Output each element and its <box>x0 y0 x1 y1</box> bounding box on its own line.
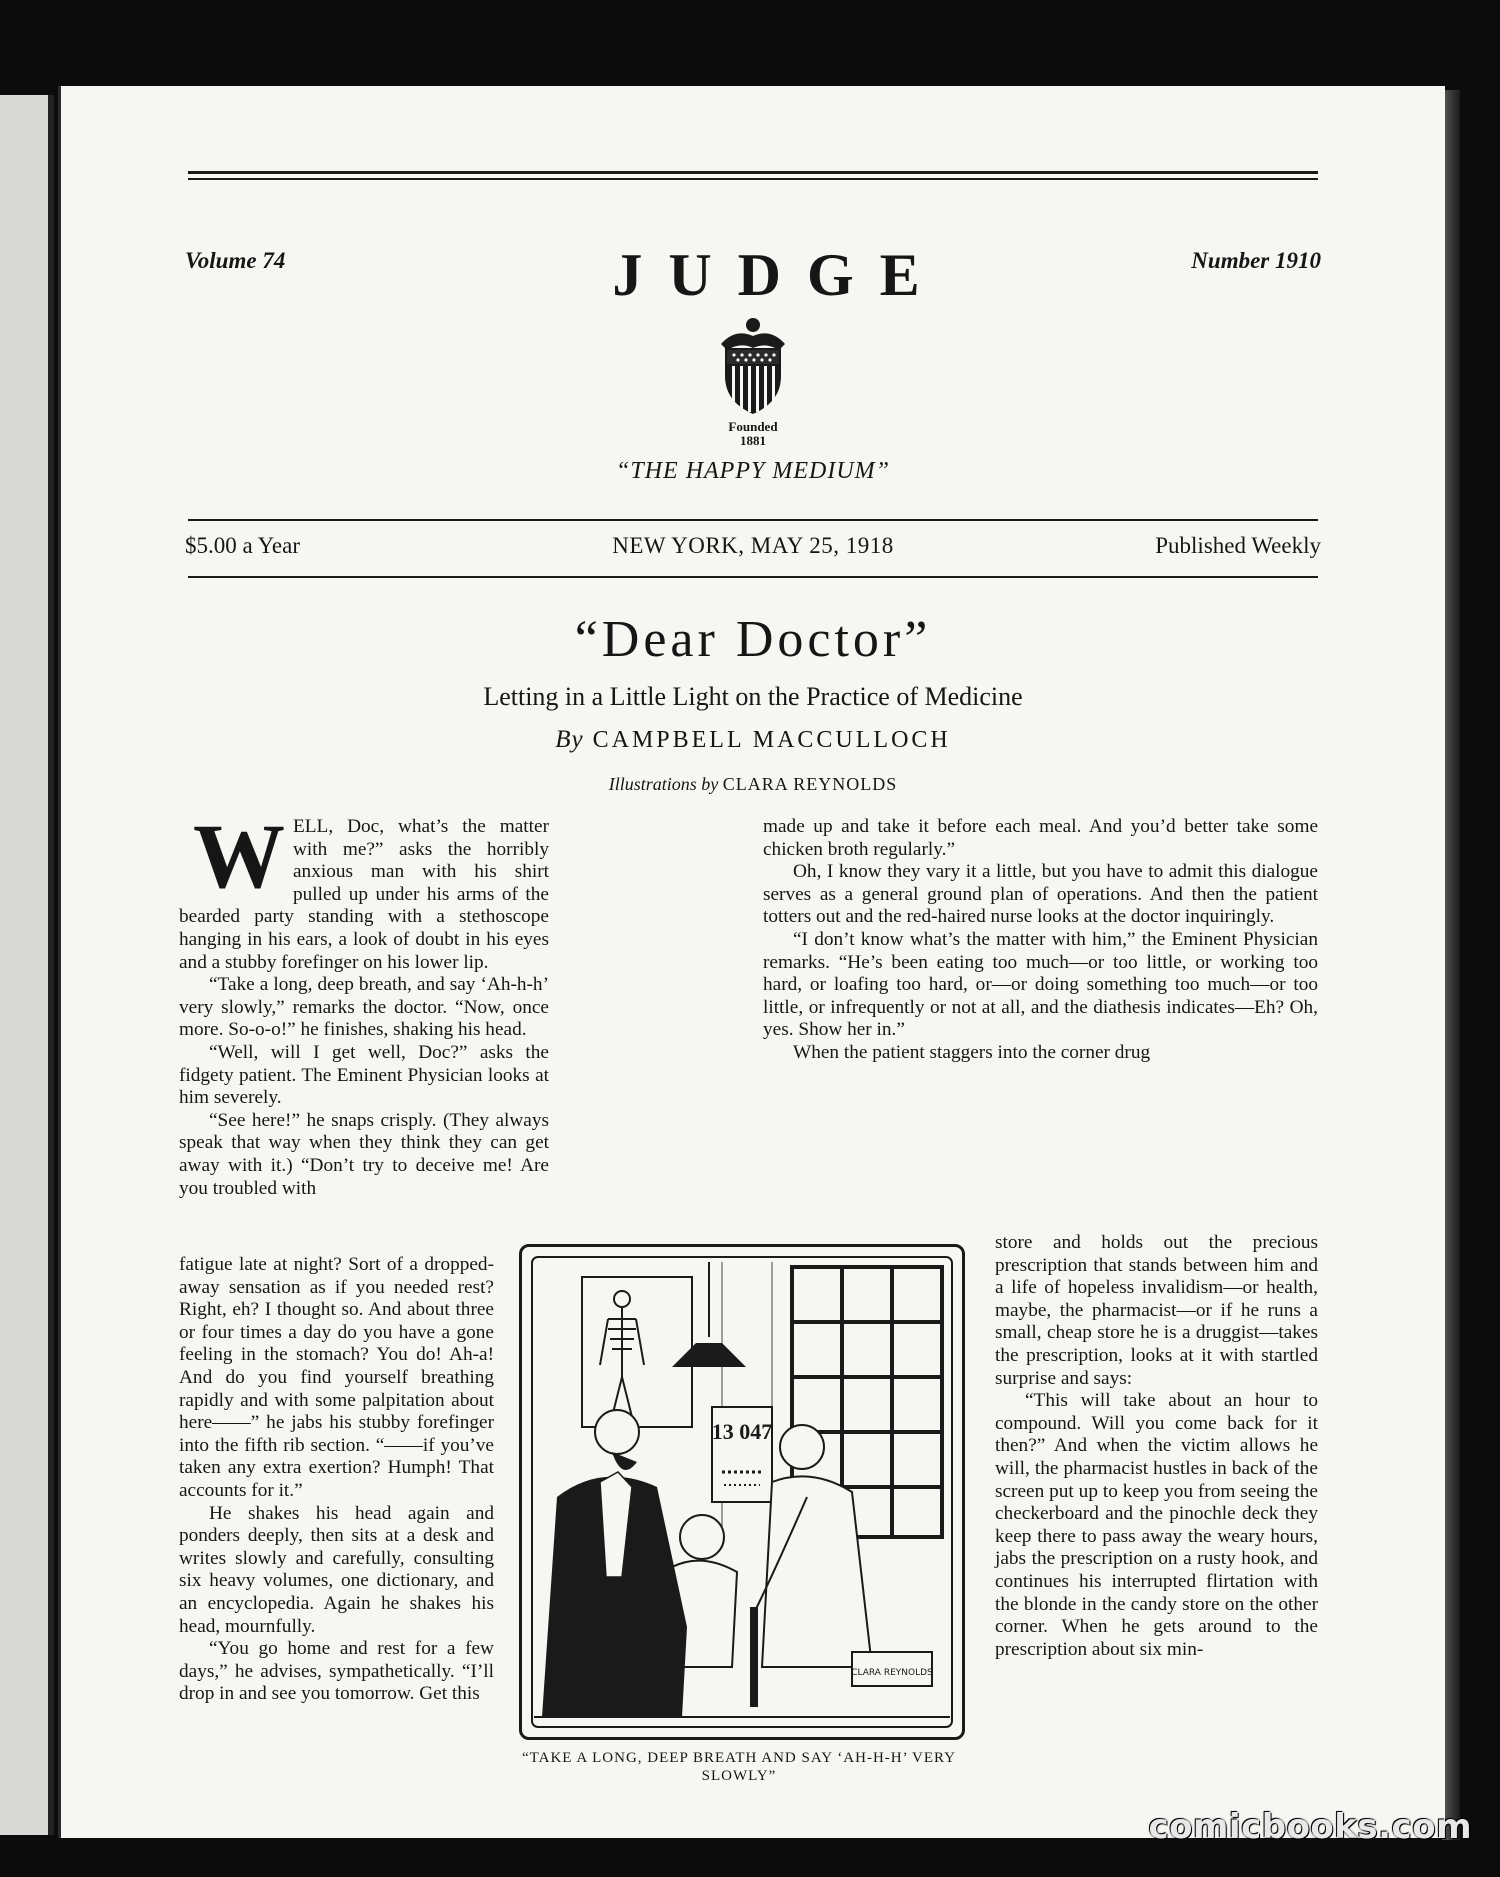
founded-note <box>61 420 1445 448</box>
column-1-paragraph-7: “You go home and rest for a few days,” he advises, sympathetically. “I’ll drop in and see you tomorrow. Get this <box>179 1638 494 1705</box>
magazine-page <box>58 86 1445 1838</box>
volume-label: Volume 74 <box>185 248 286 273</box>
article-column-1 <box>179 805 549 1200</box>
masthead-top-rule-inner <box>188 178 1318 180</box>
info-bar-top-rule <box>188 519 1318 521</box>
adjacent-page-edge <box>0 95 54 1835</box>
magazine-title: JUDGE <box>612 242 946 308</box>
magazine-motto: “THE HAPPY MEDIUM” <box>616 458 890 484</box>
info-bar-bottom-rule <box>188 576 1318 578</box>
illustrator-signature: CLARA REYNOLDS <box>851 1668 933 1678</box>
issue-number: Number 1910 <box>1191 248 1321 273</box>
column-3-paragraph-1: store and holds out the precious prescription that stands between him and a life of hopeless invalidism—or health, maybe, the pharmacist—or if he runs a small, cheap store he is a druggist—takes the prescription, looks at it with startled surprise and says: <box>995 1232 1318 1389</box>
column-2-paragraph-1: made up and take it before each meal. And you’d better take some chicken broth regularly.” <box>763 816 1318 860</box>
author-name: CAMPBELL MACCULLOCH <box>592 727 951 753</box>
eagle-shield-emblem <box>717 314 789 418</box>
illustration-caption: “TAKE A LONG, DEEP BREATH AND SAY ‘AH-H-H’ VERY SLOWLY” <box>522 1750 956 1784</box>
drop-cap: W <box>193 805 285 907</box>
site-watermark: comicbooks.com <box>1148 1807 1472 1847</box>
eye-chart-text: 13 047 <box>711 1419 773 1444</box>
dateline: NEW YORK, MAY 25, 1918 <box>612 533 894 558</box>
illustrator-name: CLARA REYNOLDS <box>722 774 898 794</box>
column-2-paragraph-4: When the patient staggers into the corner drug <box>793 1041 1151 1063</box>
column-1-paragraph-1 <box>179 805 549 974</box>
column-2-paragraph-2: Oh, I know they vary it a little, but you have to admit this dialogue serves as a general ground plan of operations. And then the patient totters out and the red-haired nurse looks at the doctor inquiringly. <box>763 861 1318 928</box>
illustration-drawing <box>522 1247 962 1737</box>
illustration-credit <box>61 774 1445 795</box>
article-title: “Dear Doctor” <box>574 611 932 668</box>
article-byline <box>61 726 1445 754</box>
article-subtitle: Letting in a Little Light on the Practice of Medicine <box>483 682 1023 711</box>
column-3-paragraph-2: “This will take about an hour to compound. Will you come back for it then?” And when the victim allows he will, the pharmacist hustles in back of the screen put up to keep you from seeing the checkerboard and the pinochle deck they keep there to pass away the weary hours, jabs the prescription on a rusty hook, and continues his interrupted flirtation with the blonde in the candy store on the other corner. When he gets around to the prescription about six min- <box>995 1390 1318 1660</box>
doctor-patient-illustration <box>519 1244 965 1740</box>
article-column-2 <box>763 816 1318 1065</box>
column-1-paragraph-5: fatigue late at night? Sort of a dropped-away sensation as if you needed rest? Right, eh? I thought so. And about three or four times a day do you have a gone feeling in the stomach? You do! Ah-a! And do you find yourself breathing rapidly and with some palpitation about here——” he jabs his stubby forefinger into the fifth rib section. “——if you’ve taken any extra exertion? Humph! That accounts for it.” <box>179 1254 494 1501</box>
column-1-paragraph-4: “See here!” he snaps crisply. (They always speak that way when they think they can get away with it.) “Don’t try to deceive me! Are you troubled with <box>179 1109 549 1199</box>
publication-frequency: Published Weekly <box>1155 533 1321 558</box>
masthead-top-rule <box>188 171 1318 174</box>
byline-prefix: By <box>555 726 584 753</box>
founded-label: Founded <box>728 419 778 434</box>
article-column-1-lower <box>179 1254 494 1706</box>
article-column-3 <box>995 1232 1318 1661</box>
column-1-paragraph-6: He shakes his head again and ponders deeply, then sits at a desk and writes slowly and carefully, consulting six heavy volumes, one dictionary, and an encyclopedia. Again he shakes his head, mournfully. <box>179 1502 494 1637</box>
founded-year: 1881 <box>740 433 766 448</box>
subscription-price: $5.00 a Year <box>185 533 300 558</box>
column-1-paragraph-1-text: ELL, Doc, what’s the matter with me?” asks the horribly anxious man with his shirt pulled up under his arms of the bearded party standing with a stethoscope hanging in his ears, a look of doubt in his eyes and a stubby forefinger on his lower lip. <box>179 816 549 973</box>
column-2-paragraph-3: “I don’t know what’s the matter with him,” the Eminent Physician remarks. “He’s been eating too much—or too little, or working too hard, or loafing too hard, or—or doing something too much—or too little, or infrequently or not at all, and the diathesis indicates—Eh? Oh, yes. Show her in.” <box>763 928 1318 1041</box>
illustration-credit-prefix: Illustrations by <box>608 774 719 794</box>
column-1-paragraph-3: “Well, will I get well, Doc?” asks the fidgety patient. The Eminent Physician looks at him severely. <box>179 1041 549 1109</box>
column-1-paragraph-2: “Take a long, deep breath, and say ‘Ah-h-h’ very slowly,” remarks the doctor. “Now, once more. So-o-o!” he finishes, shaking his head. <box>179 974 549 1041</box>
